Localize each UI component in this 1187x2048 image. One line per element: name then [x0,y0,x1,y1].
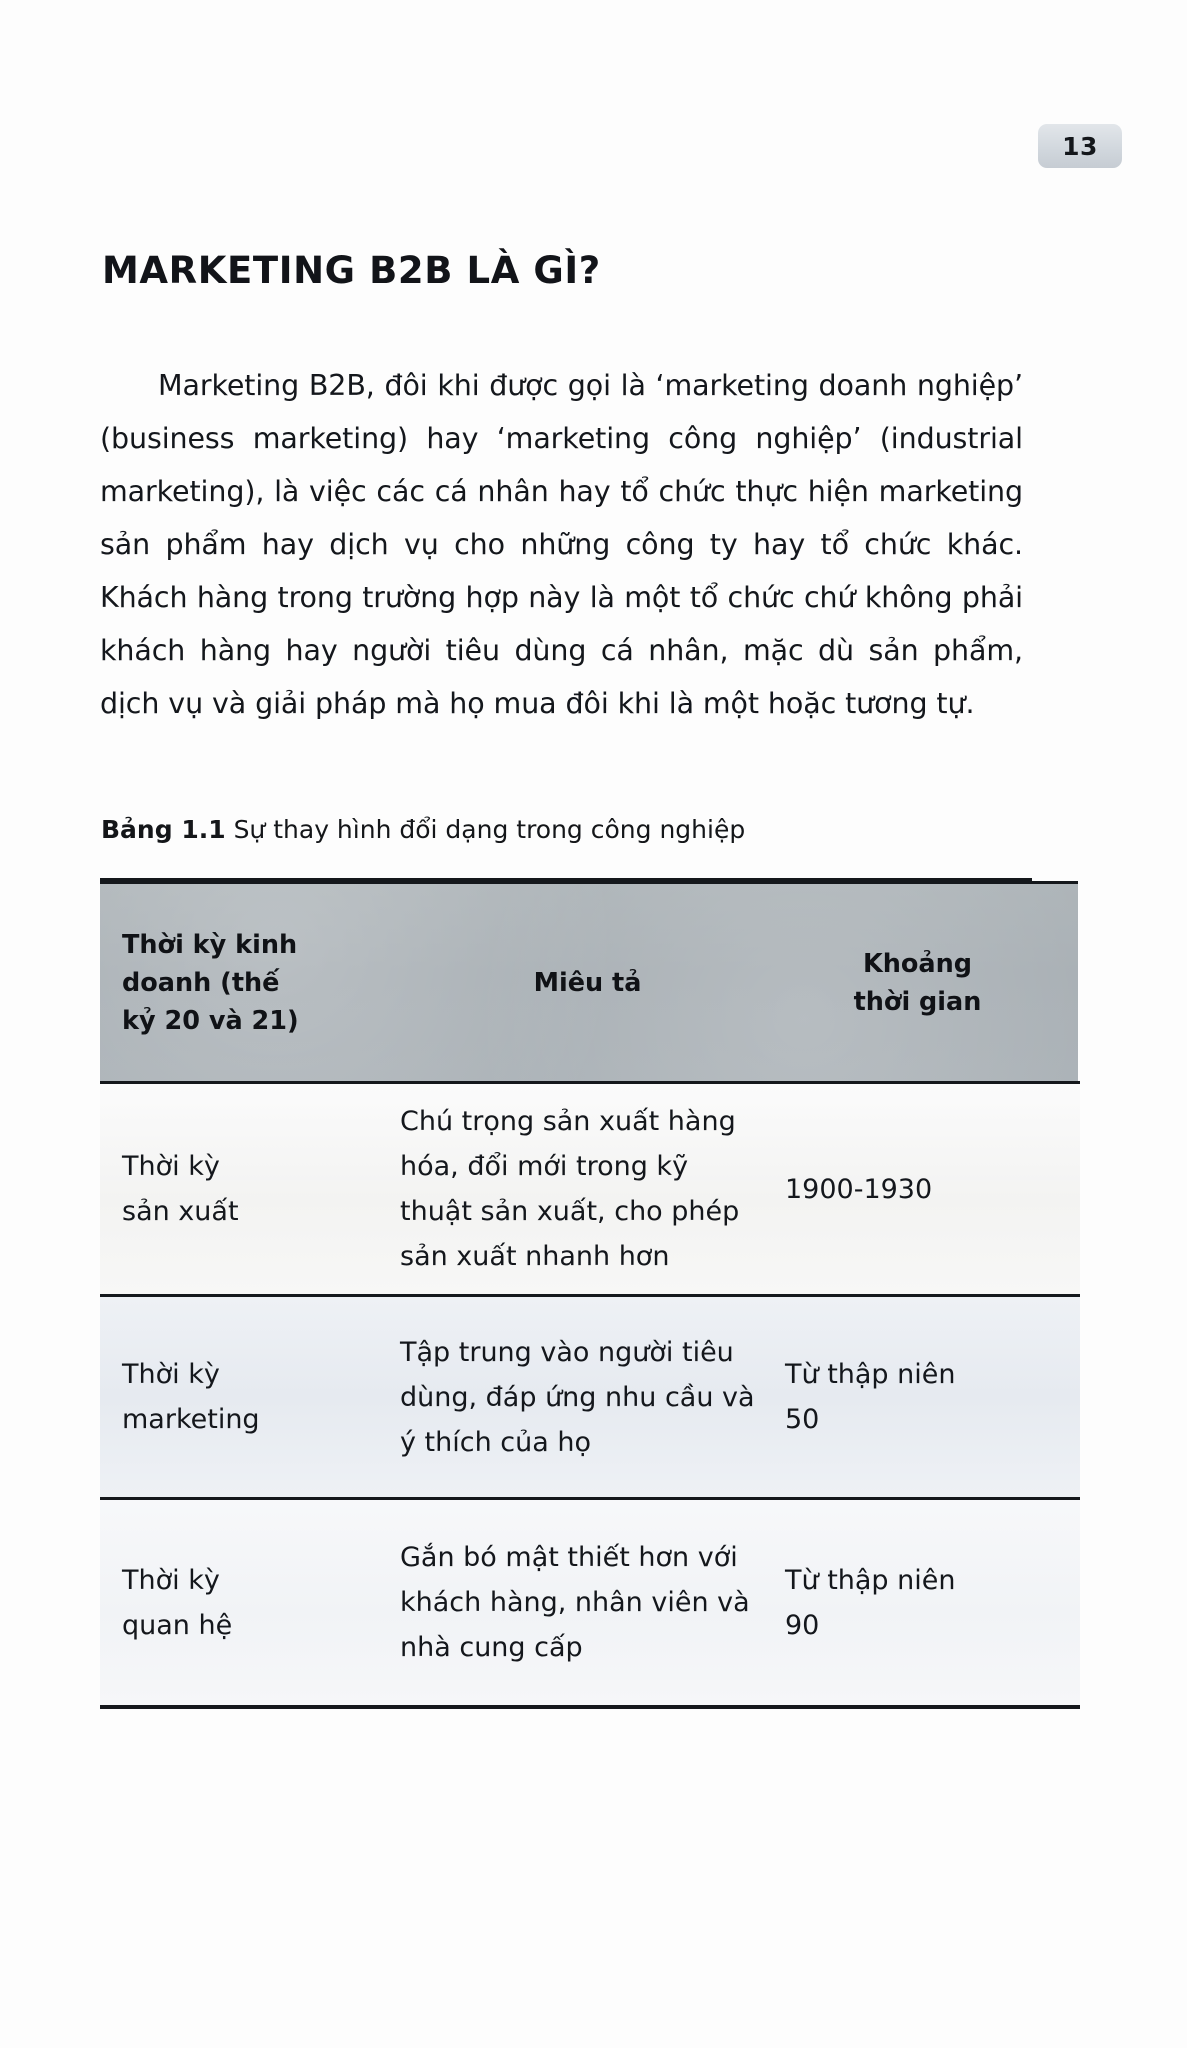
cell-period [100,1132,400,1246]
cell-description [400,1087,775,1291]
table-row [100,1297,1080,1497]
cell-period-line-2: sản xuất [122,1196,239,1227]
cell-description-line-3: nhà cung cấp [400,1632,583,1663]
table-bottom-rule [100,1705,1080,1709]
cell-timespan-line-2: 90 [785,1609,820,1641]
cell-description-line-2: khách hàng, nhân viên và [400,1587,750,1618]
transformation-table [100,878,1080,1709]
table-caption-text: Sự thay hình đổi dạng trong công nghiệp [233,815,746,844]
table-header-description [400,884,775,1081]
cell-period-line-1: Thời kỳ [122,1151,220,1182]
cell-timespan [775,1340,1078,1454]
cell-description [400,1318,775,1477]
header-period-line-2: doanh (thế [122,967,280,998]
cell-description-line-1: Tập trung vào người tiêu [400,1336,734,1368]
body-paragraph: Marketing B2B, đôi khi được gọi là ‘marketing doanh nghiệp’ (business marketing) hay ‘marketing công nghiệp’ (industrial marketing), là việc các cá nhân hay tổ chức thực hiện marketing sản phẩm hay dịch vụ cho những công ty hay tổ chức khác. Khách hàng trong trường hợp này là một tổ chức chứ không phải khách hàng hay người tiêu dùng cá nhân, mặc dù sản phẩm, dịch vụ và giải pháp mà họ mua đôi khi là một hoặc tương tự. [100,368,1023,720]
cell-description-line-2: dùng, đáp ứng nhu cầu và [400,1381,755,1413]
cell-timespan-line-1: Từ thập niên [785,1359,956,1390]
header-period-line-3: kỷ 20 và 21) [122,1005,299,1036]
cell-description-line-3: ý thích của họ [400,1426,592,1458]
table-header-row [100,881,1078,1081]
cell-period [100,1340,400,1454]
cell-period-line-2: quan hệ [122,1609,233,1641]
table-row [100,1500,1080,1705]
cell-description-line-1: Chú trọng sản xuất hàng [400,1106,736,1137]
cell-description-line-4: sản xuất nhanh hơn [400,1241,670,1272]
cell-timespan [775,1155,1078,1224]
cell-description-line-1: Gắn bó mật thiết hơn với [400,1542,738,1573]
table-header-timespan [775,884,1078,1081]
cell-period-line-1: Thời kỳ [122,1564,220,1596]
table-caption-label: Bảng 1.1 [101,815,226,844]
table-row [100,1084,1080,1294]
header-timespan-line-2: thời gian [853,986,982,1017]
cell-timespan-line-1: Từ thập niên [785,1564,956,1596]
cell-period-line-2: marketing [122,1404,260,1435]
header-description-label: Miêu tả [533,967,642,998]
table-header-period [100,884,400,1081]
header-period-line-1: Thời kỳ kinh [122,929,298,960]
cell-timespan-line-2: 50 [785,1404,820,1435]
cell-description [400,1523,775,1682]
page-title: MARKETING B2B LÀ GÌ? [102,248,601,292]
cell-timespan [775,1546,1078,1660]
cell-timespan-line-1: 1900-1930 [785,1173,933,1205]
page-number-badge: 13 [1038,124,1122,168]
cell-period-line-1: Thời kỳ [122,1359,220,1390]
cell-description-line-2: hóa, đổi mới trong kỹ [400,1151,689,1182]
cell-period [100,1546,400,1660]
table-caption [101,815,745,844]
cell-description-line-3: thuật sản xuất, cho phép [400,1196,740,1227]
header-timespan-line-1: Khoảng [862,948,973,979]
